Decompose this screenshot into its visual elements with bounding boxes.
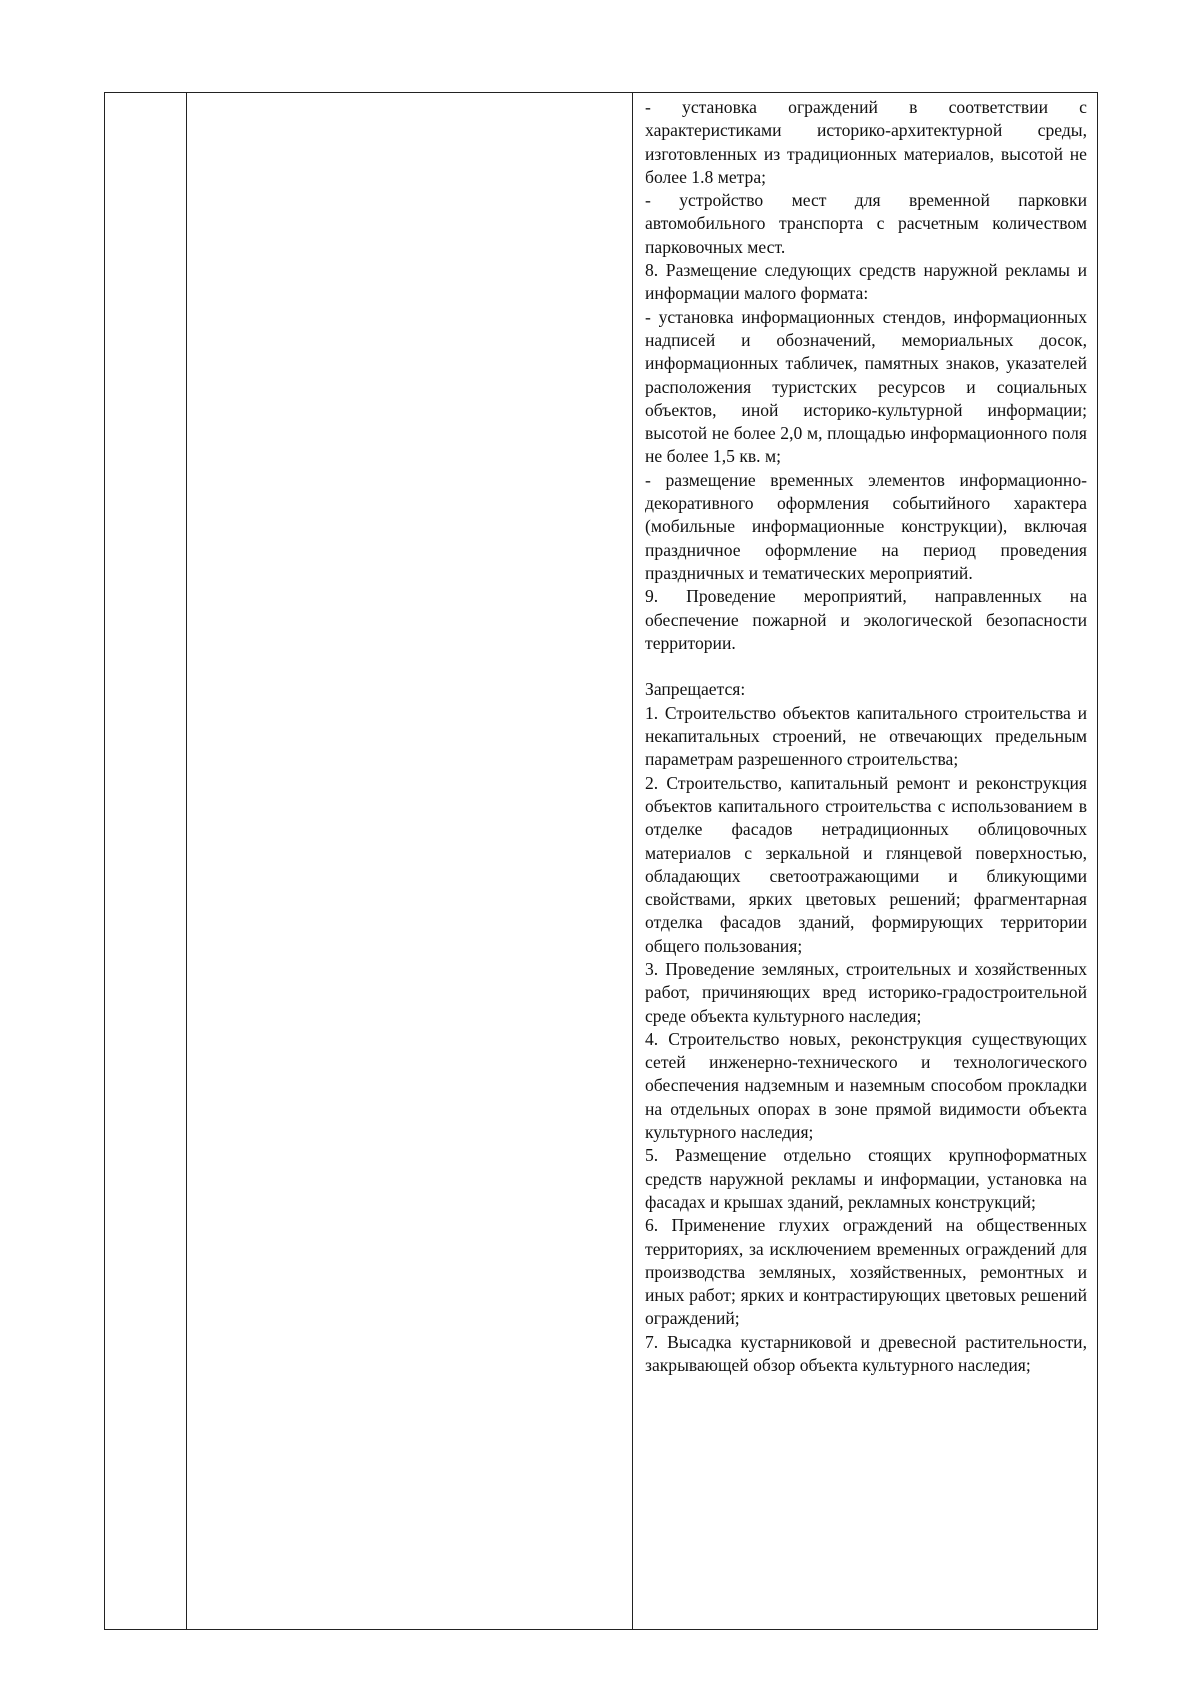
requirements-column	[633, 93, 1097, 1629]
allowed-item: - размещение временных элементов информационно-декоративного оформления событийного характера (мобильные информационные конструкции), включая праздничное оформление на период проведения праздничных и тематических мероприятий.	[645, 469, 1087, 583]
number-column	[105, 93, 187, 1629]
allowed-item: - установка информационных стендов, информационных надписей и обозначений, мемориальных досок, информационных табличек, памятных знаков, указателей расположения туристских ресурсов и социальных объектов, иной историко-культурной информации; высотой не более 2,0 м, площадью информационного поля не более 1,5 кв. м;	[645, 306, 1087, 467]
allowed-item: 8. Размещение следующих средств наружной рекламы и информации малого формата:	[645, 260, 1087, 304]
regulation-table	[104, 92, 1098, 1630]
allowed-item: - установка ограждений в соответствии с характеристиками историко-архитектурной среды, изготовленных из традиционных материалов, высотой не более 1.8 метра;	[645, 97, 1087, 187]
prohibited-item: 5. Размещение отдельно стоящих крупноформатных средств наружной рекламы и информации, установка на фасадах и крышах зданий, рекламных конструкций;	[645, 1145, 1087, 1212]
allowed-item: - устройство мест для временной парковки автомобильного транспорта с расчетным количеством парковочных мест.	[645, 190, 1087, 257]
prohibited-heading: Запрещается:	[645, 679, 746, 700]
prohibited-item: 7. Высадка кустарниковой и древесной растительности, закрывающей обзор объекта культурного наследия;	[645, 1331, 1087, 1376]
paragraph-gap	[645, 655, 1087, 678]
prohibited-item: 2. Строительство, капитальный ремонт и реконструкция объектов капитального строительства с использованием в отделке фасадов нетрадиционных облицовочных материалов с зеркальной и глянцевой поверхностью, обладающих светоотражающими и бликующими свойствами, ярких цветовых решений; фрагментарная отделка фасадов зданий, формирующих территории общего пользования;	[645, 772, 1087, 956]
prohibited-item: 4. Строительство новых, реконструкция существующих сетей инженерно-технического и технологического обеспечения надземным и наземным способом прокладки на отдельных опорах в зоне прямой видимости объекта культурного наследия;	[645, 1028, 1087, 1143]
prohibited-item: 1. Строительство объектов капитального строительства и некапитальных строений, не отвечающих предельным параметрам разрешенного строительства;	[645, 702, 1087, 770]
prohibited-item: 3. Проведение земляных, строительных и хозяйственных работ, причиняющих вред историко-градостроительной среде объекта культурного наследия;	[645, 958, 1087, 1026]
zone-name-column	[187, 93, 633, 1629]
allowed-item: 9. Проведение мероприятий, направленных на обеспечение пожарной и экологической безопасности территории.	[645, 586, 1087, 653]
prohibited-item: 6. Применение глухих ограждений на общественных территориях, за исключением временных ограждений для производства земляных, хозяйственных, ремонтных и иных работ; ярких и контрастирующих цветовых решений ограждений;	[645, 1215, 1087, 1329]
